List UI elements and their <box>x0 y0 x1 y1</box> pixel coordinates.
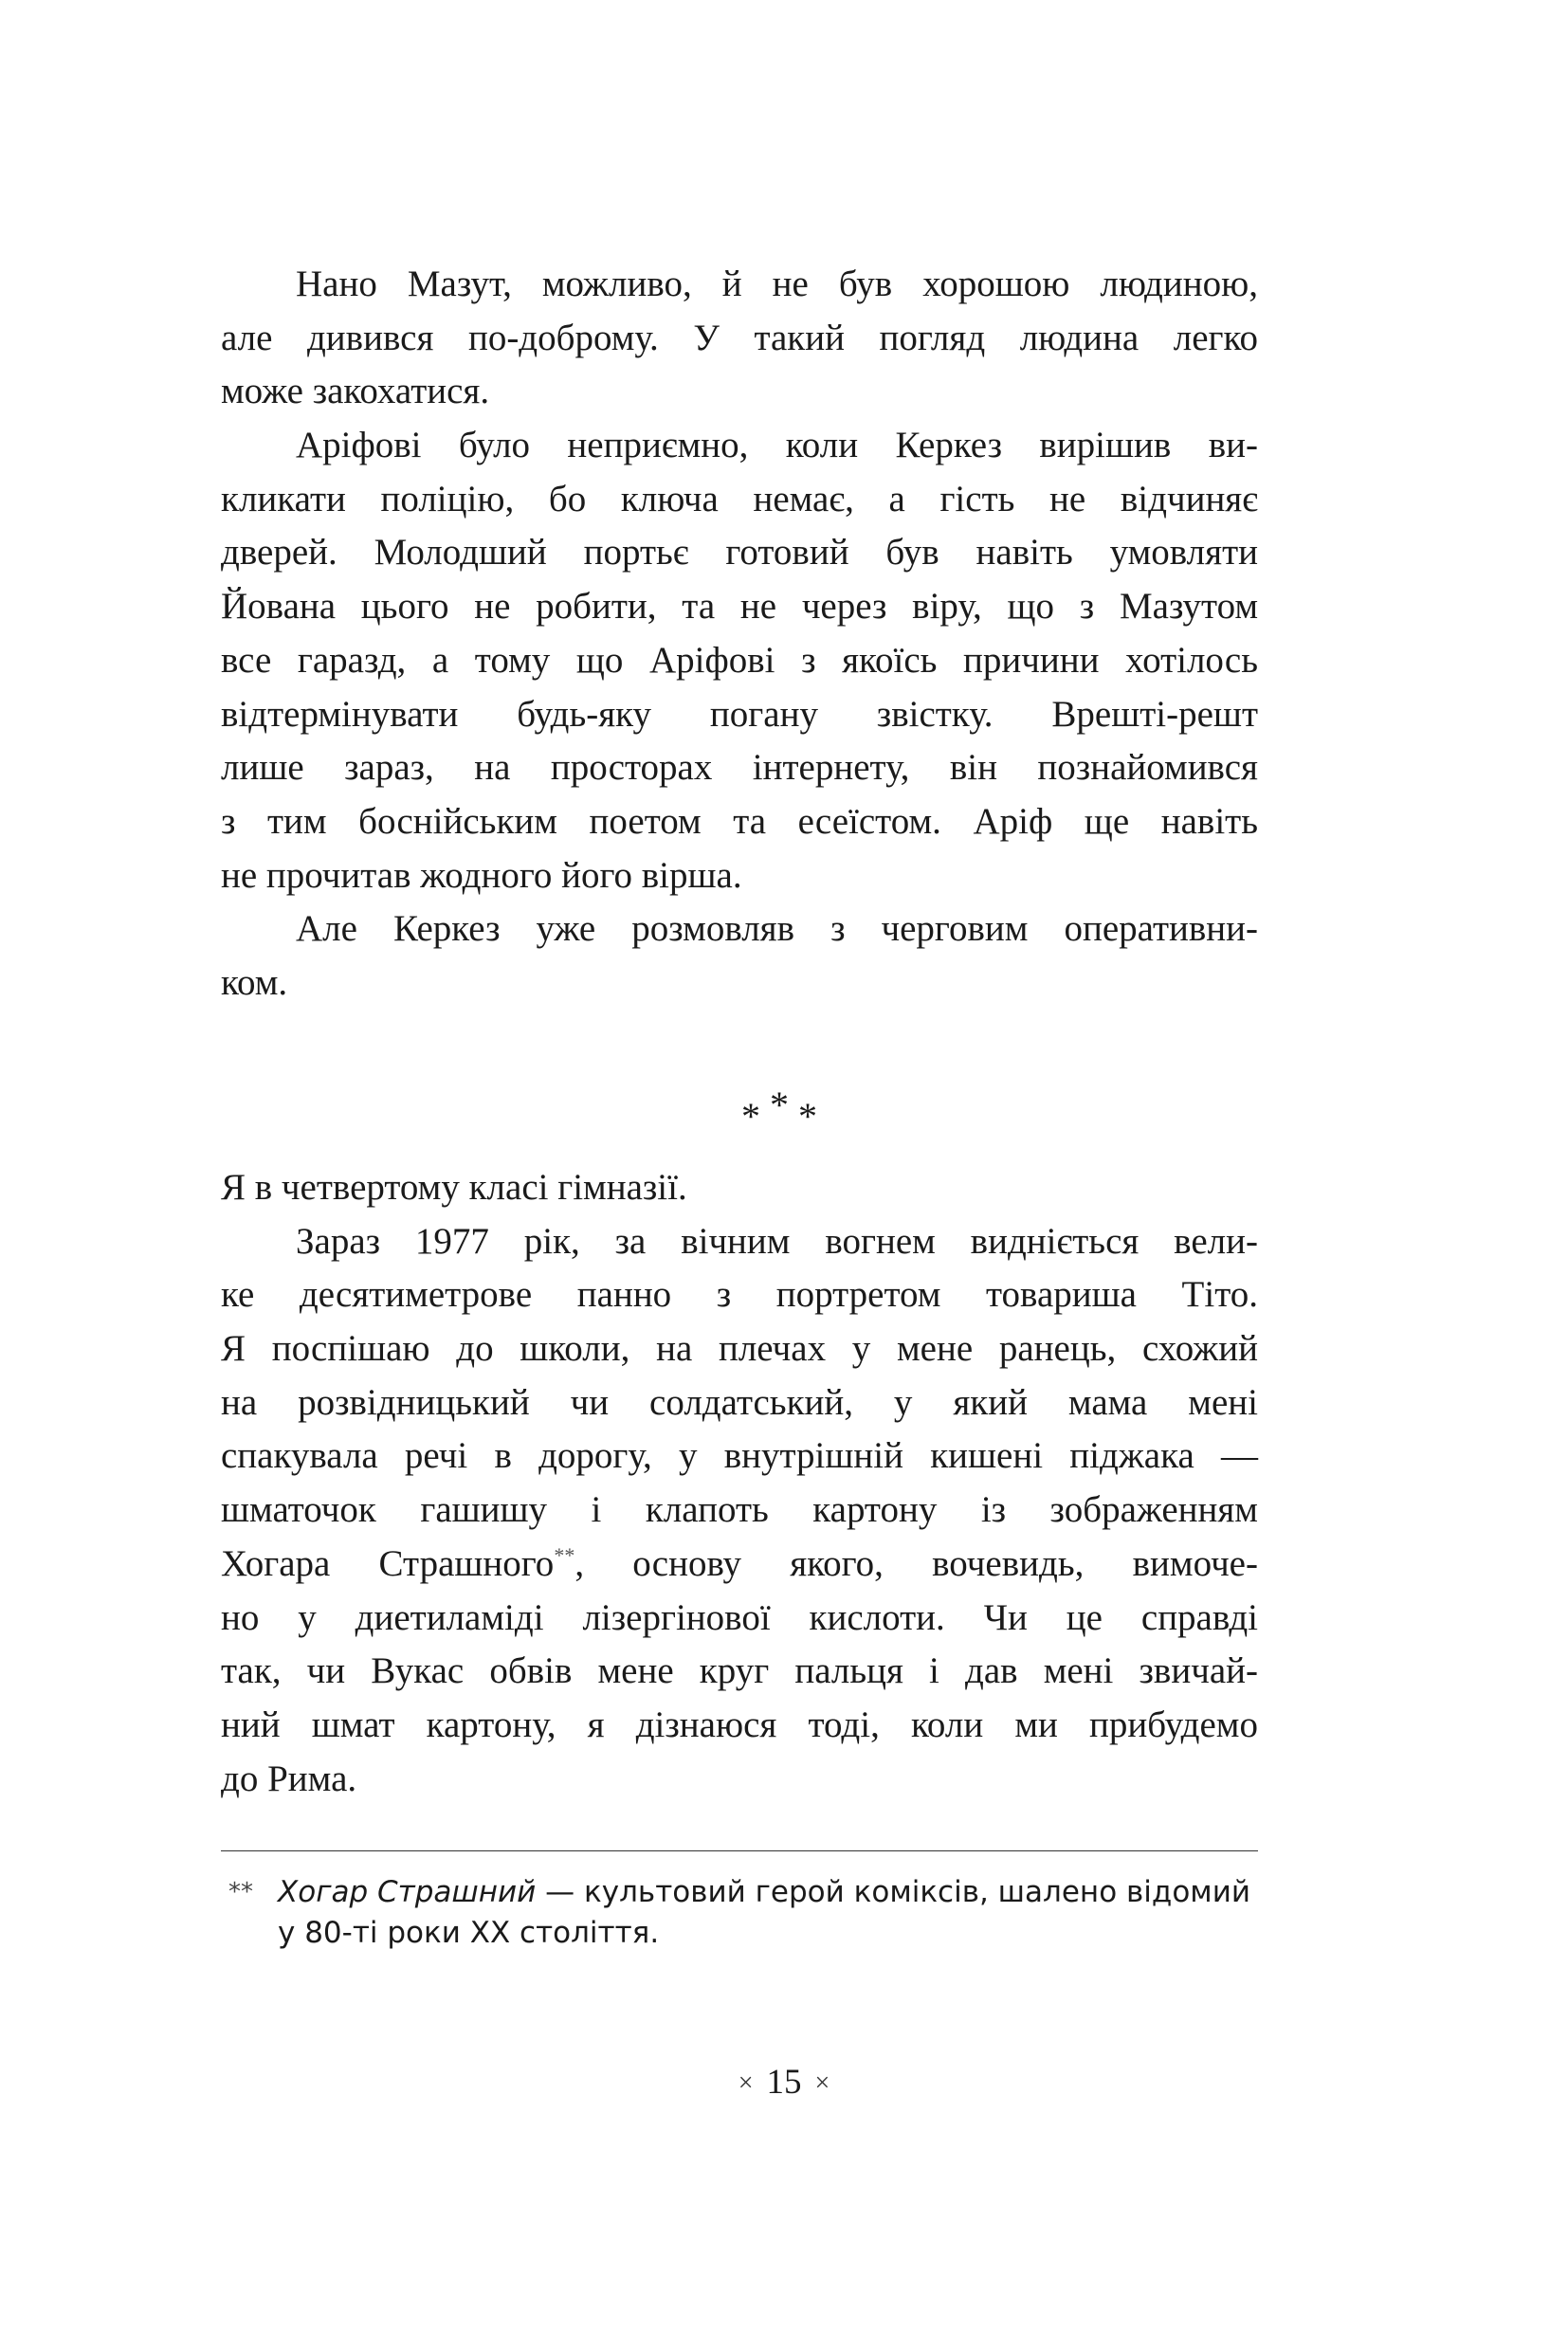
text-line: Аріфові було неприємно, коли Керкез вирішив ви- <box>296 425 1258 466</box>
opening-line: Я в четвертому класі гімназії. <box>221 1167 687 1208</box>
footnote-divider <box>221 1850 1258 1851</box>
page-number-value: 15 <box>766 2063 802 2102</box>
text-line: дверей. Молодший портьє готовий був навіть умовляти <box>221 532 1258 574</box>
text-line: ке десятиметрове панно з портретом товариша Тіто. <box>221 1274 1258 1316</box>
text-line: не прочитав жодного його вірша. <box>221 854 742 896</box>
text-line-with-footnote <box>221 1538 1258 1592</box>
text-line: ком. <box>221 961 288 1003</box>
footnote-text: — культовий герой коміксів, шалено відомий <box>536 1875 1250 1909</box>
text-line: так, чи Вукас обвів мене круг пальця і дав мені звичай- <box>221 1650 1258 1692</box>
footnote-reference[interactable]: ** <box>554 1542 575 1567</box>
text-line: Але Керкез уже розмовляв з черговим оперативни- <box>296 908 1258 950</box>
text-line: спакувала речі в дорогу, у внутрішній кишені піджака — <box>221 1435 1258 1477</box>
footnote-marker: ** <box>228 1878 253 1906</box>
page-number <box>0 2062 1568 2106</box>
section-separator <box>0 1084 1568 1138</box>
footnote-line: у 80-ті роки XX століття. <box>278 1916 660 1950</box>
text-line: на розвідницький чи солдатський, у який мама мені <box>221 1381 1258 1423</box>
text-line: до Рима. <box>221 1758 357 1799</box>
note-term-text: Хогара Страшного <box>221 1542 555 1584</box>
text-line: Нано Мазут, можливо, й не був хорошою людиною, <box>296 264 1258 304</box>
text-line: може закохатися. <box>221 371 490 412</box>
text-line: але дивився по-доброму. У такий погляд людина легко <box>221 317 1258 358</box>
asterisk: * <box>798 1095 827 1138</box>
footnote-term: Хогар Страшний <box>278 1875 537 1909</box>
page-ornament: × <box>738 2068 754 2098</box>
text-line: шматочок гашишу і клапоть картону із зображенням <box>221 1489 1258 1531</box>
note-line-rest: , основу якого, вочевидь, вимоче- <box>574 1542 1258 1584</box>
asterisk: * <box>741 1095 770 1138</box>
text-line: лише зараз, на просторах інтернету, він познайомився <box>221 747 1258 789</box>
section-2 <box>221 1161 1258 1806</box>
text-line: Йована цього не робити, та не через віру, що з Мазутом <box>221 586 1258 628</box>
text-line: ний шмат картону, я дізнаюся тоді, коли ми прибудемо <box>221 1703 1258 1745</box>
text-line: но у диетиламіді лізергінової кислоти. Чи це справді <box>221 1596 1258 1638</box>
footnote-line <box>278 1872 1258 1913</box>
text-line: все гаразд, а тому що Аріфові з якоїсь причини хотілось <box>221 639 1258 681</box>
text-line: відтермінувати будь-яку погану звістку. Врешті-решт <box>221 693 1258 735</box>
section-1 <box>221 258 1258 1011</box>
text-line: з тим боснійським поетом та есеїстом. Аріф ще навіть <box>221 800 1258 842</box>
text-line: Я поспішаю до школи, на плечах у мене ранець, схожий <box>221 1328 1258 1370</box>
text-line: Зараз 1977 рік, за вічним вогнем видніється вели- <box>296 1220 1258 1262</box>
text-line: кликати поліцію, бо ключа немає, а гість не відчиняє <box>221 478 1258 519</box>
page-ornament: × <box>814 2068 830 2098</box>
footnote <box>221 1872 1258 1954</box>
asterisk: * <box>770 1084 798 1126</box>
